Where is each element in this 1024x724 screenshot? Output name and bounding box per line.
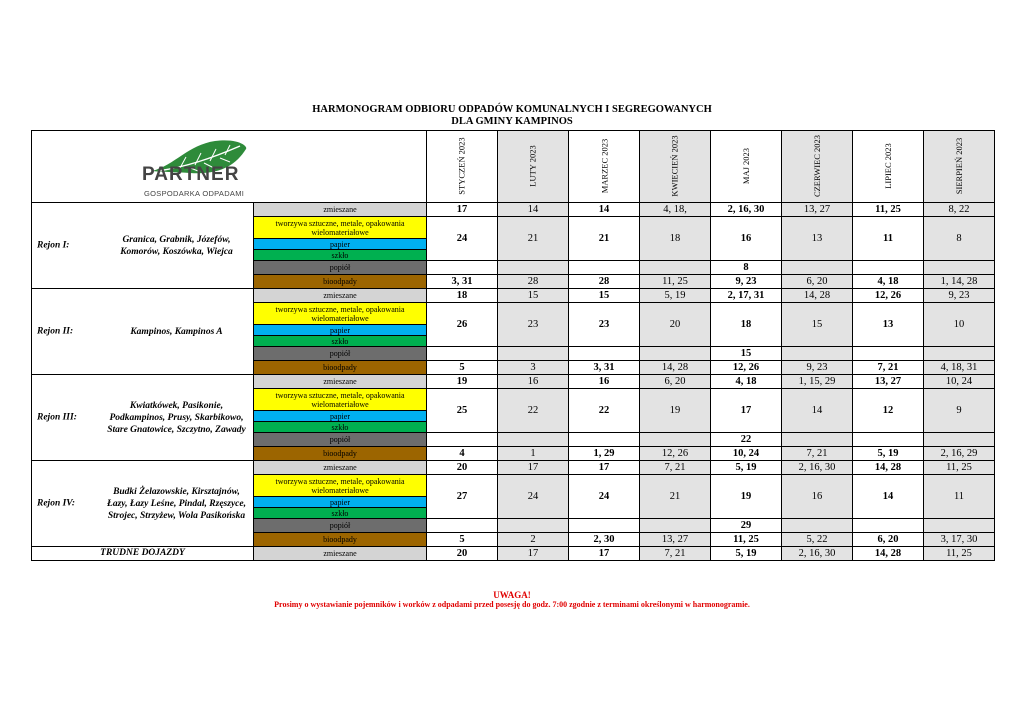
date-cell: 13, 27	[853, 375, 924, 389]
date-cell: 22	[498, 389, 569, 433]
category-szklo: szkło	[254, 508, 427, 519]
date-cell: 19	[427, 375, 498, 389]
date-cell	[427, 519, 498, 533]
date-cell: 4, 18	[711, 375, 782, 389]
date-cell	[640, 261, 711, 275]
date-cell: 9, 23	[782, 361, 853, 375]
schedule-title: HARMONOGRAM ODBIORU ODPADÓW KOMUNALNYCH I SEGREGOWANYCH	[312, 104, 712, 115]
date-cell	[924, 433, 995, 447]
trudne-row	[32, 547, 995, 561]
date-cell: 14, 28	[640, 361, 711, 375]
date-cell: 17	[569, 547, 640, 561]
date-cell: 6, 20	[853, 533, 924, 547]
date-cell: 14	[569, 203, 640, 217]
date-cell: 10, 24	[711, 447, 782, 461]
date-cell: 7, 21	[782, 447, 853, 461]
date-cell: 2, 17, 31	[711, 289, 782, 303]
date-cell	[498, 347, 569, 361]
date-cell: 17	[711, 389, 782, 433]
month-header	[569, 131, 640, 203]
region-localities: Budki Żelazowskie, Kirsztajnów, Łazy, Łazy Leśne, Pindal, Rzęszyce, Strojec, Strzyżew, Wola Pasikońska	[107, 486, 246, 521]
date-cell: 2, 16, 29	[924, 447, 995, 461]
date-cell	[924, 261, 995, 275]
date-cell	[498, 261, 569, 275]
category-bioodpady: bioodpady	[254, 361, 427, 375]
date-cell: 8	[711, 261, 782, 275]
date-cell: 12	[853, 389, 924, 433]
region-localities: Kampinos, Kampinos A	[130, 326, 223, 337]
date-cell: 28	[498, 275, 569, 289]
date-cell	[498, 433, 569, 447]
date-cell: 29	[711, 519, 782, 533]
date-cell: 19	[640, 389, 711, 433]
category-tworzywa: tworzywa sztuczne, metale, opakowania wielomateriałowe	[254, 389, 427, 411]
date-cell: 4, 18,	[640, 203, 711, 217]
date-cell: 7, 21	[640, 547, 711, 561]
category-popiol: popiół	[254, 519, 427, 533]
date-cell: 13	[782, 217, 853, 261]
month-label: SIERPIEŃ 2023	[954, 137, 964, 195]
date-cell: 15	[782, 303, 853, 347]
category-tworzywa: tworzywa sztuczne, metale, opakowania wielomateriałowe	[254, 303, 427, 325]
category-tworzywa: tworzywa sztuczne, metale, opakowania wielomateriałowe	[254, 475, 427, 497]
date-cell: 9, 23	[711, 275, 782, 289]
date-cell: 2, 16, 30	[782, 461, 853, 475]
date-cell	[569, 347, 640, 361]
date-cell: 26	[427, 303, 498, 347]
date-cell	[569, 261, 640, 275]
date-cell	[924, 519, 995, 533]
category-popiol: popiół	[254, 347, 427, 361]
region-cell	[32, 461, 254, 547]
date-cell	[640, 347, 711, 361]
date-cell: 2, 30	[569, 533, 640, 547]
date-cell: 6, 20	[640, 375, 711, 389]
region-localities: Granica, Grabnik, Józefów, Komorów, Koszówka, Wiejca	[120, 234, 233, 257]
category-zmieszane: zmieszane	[254, 289, 427, 303]
date-cell	[782, 433, 853, 447]
date-cell: 5, 19	[711, 547, 782, 561]
date-cell	[782, 261, 853, 275]
date-cell: 14, 28	[853, 547, 924, 561]
month-header	[711, 131, 782, 203]
date-cell: 9	[924, 389, 995, 433]
category-popiol: popiół	[254, 261, 427, 275]
month-header	[427, 131, 498, 203]
date-cell: 1, 15, 29	[782, 375, 853, 389]
month-header	[924, 131, 995, 203]
category-zmieszane: zmieszane	[254, 375, 427, 389]
date-cell: 16	[711, 217, 782, 261]
date-cell: 5, 19	[853, 447, 924, 461]
month-label: LUTY 2023	[527, 145, 538, 187]
date-cell: 24	[427, 217, 498, 261]
category-bioodpady: bioodpady	[254, 447, 427, 461]
trudne-label: TRUDNE DOJAZDY	[32, 547, 254, 561]
date-cell: 4, 18	[853, 275, 924, 289]
date-cell: 18	[427, 289, 498, 303]
date-cell: 21	[640, 475, 711, 519]
date-cell: 7, 21	[640, 461, 711, 475]
date-cell: 3, 31	[427, 275, 498, 289]
date-cell: 24	[569, 475, 640, 519]
date-cell: 20	[427, 547, 498, 561]
date-cell: 4, 18, 31	[924, 361, 995, 375]
date-cell: 16	[498, 375, 569, 389]
date-cell: 12, 26	[711, 361, 782, 375]
date-cell: 12, 26	[640, 447, 711, 461]
region-cell	[32, 203, 254, 289]
date-cell	[640, 433, 711, 447]
month-label: KWIECIEŃ 2023	[669, 135, 680, 197]
date-cell: 17	[498, 547, 569, 561]
date-cell: 15	[569, 289, 640, 303]
date-cell: 11, 25	[711, 533, 782, 547]
month-label: CZERWIEC 2023	[811, 134, 822, 198]
date-cell	[640, 519, 711, 533]
notice-text: Prosimy o wystawianie pojemników i worków z odpadami przed posesję do godz. 7:00 zgodnie z terminami określonymi w harmonogramie.	[274, 600, 750, 609]
date-cell: 5, 22	[782, 533, 853, 547]
date-cell: 1	[498, 447, 569, 461]
date-cell: 18	[640, 217, 711, 261]
logo-subtitle: GOSPODARKA ODPADAMI	[144, 189, 245, 198]
date-cell: 15	[711, 347, 782, 361]
region-label: Rejon I:	[37, 240, 70, 250]
date-cell: 21	[569, 217, 640, 261]
date-cell: 14	[853, 475, 924, 519]
date-cell: 23	[569, 303, 640, 347]
date-cell: 2, 16, 30	[711, 203, 782, 217]
schedule-table	[31, 130, 995, 561]
date-cell: 8	[924, 217, 995, 261]
date-cell: 13, 27	[640, 533, 711, 547]
date-cell: 1, 29	[569, 447, 640, 461]
category-szklo: szkło	[254, 422, 427, 433]
date-cell: 3, 31	[569, 361, 640, 375]
date-cell: 11, 25	[924, 547, 995, 561]
month-label: STYCZEŃ 2023	[457, 137, 467, 195]
date-cell: 11, 25	[924, 461, 995, 475]
date-cell: 13, 27	[782, 203, 853, 217]
date-cell: 1, 14, 28	[924, 275, 995, 289]
date-cell: 23	[498, 303, 569, 347]
date-cell: 12, 26	[853, 289, 924, 303]
date-cell	[427, 433, 498, 447]
logo-cell	[32, 131, 427, 203]
category-zmieszane: zmieszane	[254, 461, 427, 475]
category-papier: papier	[254, 325, 427, 336]
date-cell: 20	[427, 461, 498, 475]
date-cell	[569, 519, 640, 533]
date-cell	[853, 519, 924, 533]
date-cell: 10, 24	[924, 375, 995, 389]
date-cell: 6, 20	[782, 275, 853, 289]
date-cell: 17	[498, 461, 569, 475]
date-cell	[853, 347, 924, 361]
date-cell: 3	[498, 361, 569, 375]
month-label: MAJ 2023	[740, 147, 751, 185]
date-cell: 17	[427, 203, 498, 217]
date-cell: 22	[569, 389, 640, 433]
category-popiol: popiół	[254, 433, 427, 447]
region-row	[32, 375, 995, 389]
date-cell: 15	[498, 289, 569, 303]
date-cell: 5, 19	[711, 461, 782, 475]
category-papier: papier	[254, 411, 427, 422]
date-cell: 5	[427, 533, 498, 547]
date-cell: 21	[498, 217, 569, 261]
date-cell	[427, 347, 498, 361]
category-tworzywa: tworzywa sztuczne, metale, opakowania wielomateriałowe	[254, 217, 427, 239]
date-cell	[853, 433, 924, 447]
date-cell: 20	[640, 303, 711, 347]
category-zmieszane: zmieszane	[254, 547, 427, 561]
date-cell: 7, 21	[853, 361, 924, 375]
date-cell: 22	[711, 433, 782, 447]
date-cell: 16	[569, 375, 640, 389]
category-szklo: szkło	[254, 250, 427, 261]
month-header	[853, 131, 924, 203]
date-cell: 27	[427, 475, 498, 519]
date-cell: 16	[782, 475, 853, 519]
date-cell: 17	[569, 461, 640, 475]
category-szklo: szkło	[254, 336, 427, 347]
date-cell: 8, 22	[924, 203, 995, 217]
category-papier: papier	[254, 239, 427, 250]
date-cell	[853, 261, 924, 275]
date-cell: 3, 17, 30	[924, 533, 995, 547]
region-row	[32, 461, 995, 475]
date-cell: 14	[782, 389, 853, 433]
header-row	[32, 131, 995, 203]
category-bioodpady: bioodpady	[254, 275, 427, 289]
date-cell: 5, 19	[640, 289, 711, 303]
date-cell: 19	[711, 475, 782, 519]
region-label: Rejon IV:	[37, 498, 76, 508]
date-cell: 4	[427, 447, 498, 461]
region-cell	[32, 375, 254, 461]
month-header	[498, 131, 569, 203]
date-cell	[782, 519, 853, 533]
date-cell: 2, 16, 30	[782, 547, 853, 561]
month-label: LIPIEC 2023	[882, 143, 893, 189]
date-cell	[782, 347, 853, 361]
month-header	[640, 131, 711, 203]
date-cell: 25	[427, 389, 498, 433]
date-cell: 11	[853, 217, 924, 261]
date-cell	[427, 261, 498, 275]
schedule-subtitle: DLA GMINY KAMPINOS	[451, 116, 573, 127]
notice-heading: UWAGA!	[493, 590, 531, 600]
category-bioodpady: bioodpady	[254, 533, 427, 547]
logo-name: PARTNER	[142, 164, 240, 185]
date-cell: 11, 25	[640, 275, 711, 289]
category-papier: papier	[254, 497, 427, 508]
region-cell	[32, 289, 254, 375]
date-cell	[569, 433, 640, 447]
date-cell: 5	[427, 361, 498, 375]
region-localities: Kwiatkówek, Pasikonie, Podkampinos, Prusy, Skarbikowo, Stare Gnatowice, Szczytno, Zawady	[107, 400, 246, 435]
date-cell: 10	[924, 303, 995, 347]
region-row	[32, 289, 995, 303]
date-cell	[498, 519, 569, 533]
date-cell: 18	[711, 303, 782, 347]
date-cell: 11, 25	[853, 203, 924, 217]
region-row	[32, 203, 995, 217]
month-label: MARZEC 2023	[598, 138, 609, 194]
category-zmieszane: zmieszane	[254, 203, 427, 217]
date-cell: 14, 28	[853, 461, 924, 475]
region-label: Rejon II:	[37, 326, 74, 336]
date-cell	[924, 347, 995, 361]
date-cell: 2	[498, 533, 569, 547]
date-cell: 11	[924, 475, 995, 519]
date-cell: 13	[853, 303, 924, 347]
date-cell: 9, 23	[924, 289, 995, 303]
date-cell: 28	[569, 275, 640, 289]
date-cell: 14	[498, 203, 569, 217]
month-header	[782, 131, 853, 203]
date-cell: 14, 28	[782, 289, 853, 303]
date-cell: 24	[498, 475, 569, 519]
region-label: Rejon III:	[37, 412, 77, 422]
